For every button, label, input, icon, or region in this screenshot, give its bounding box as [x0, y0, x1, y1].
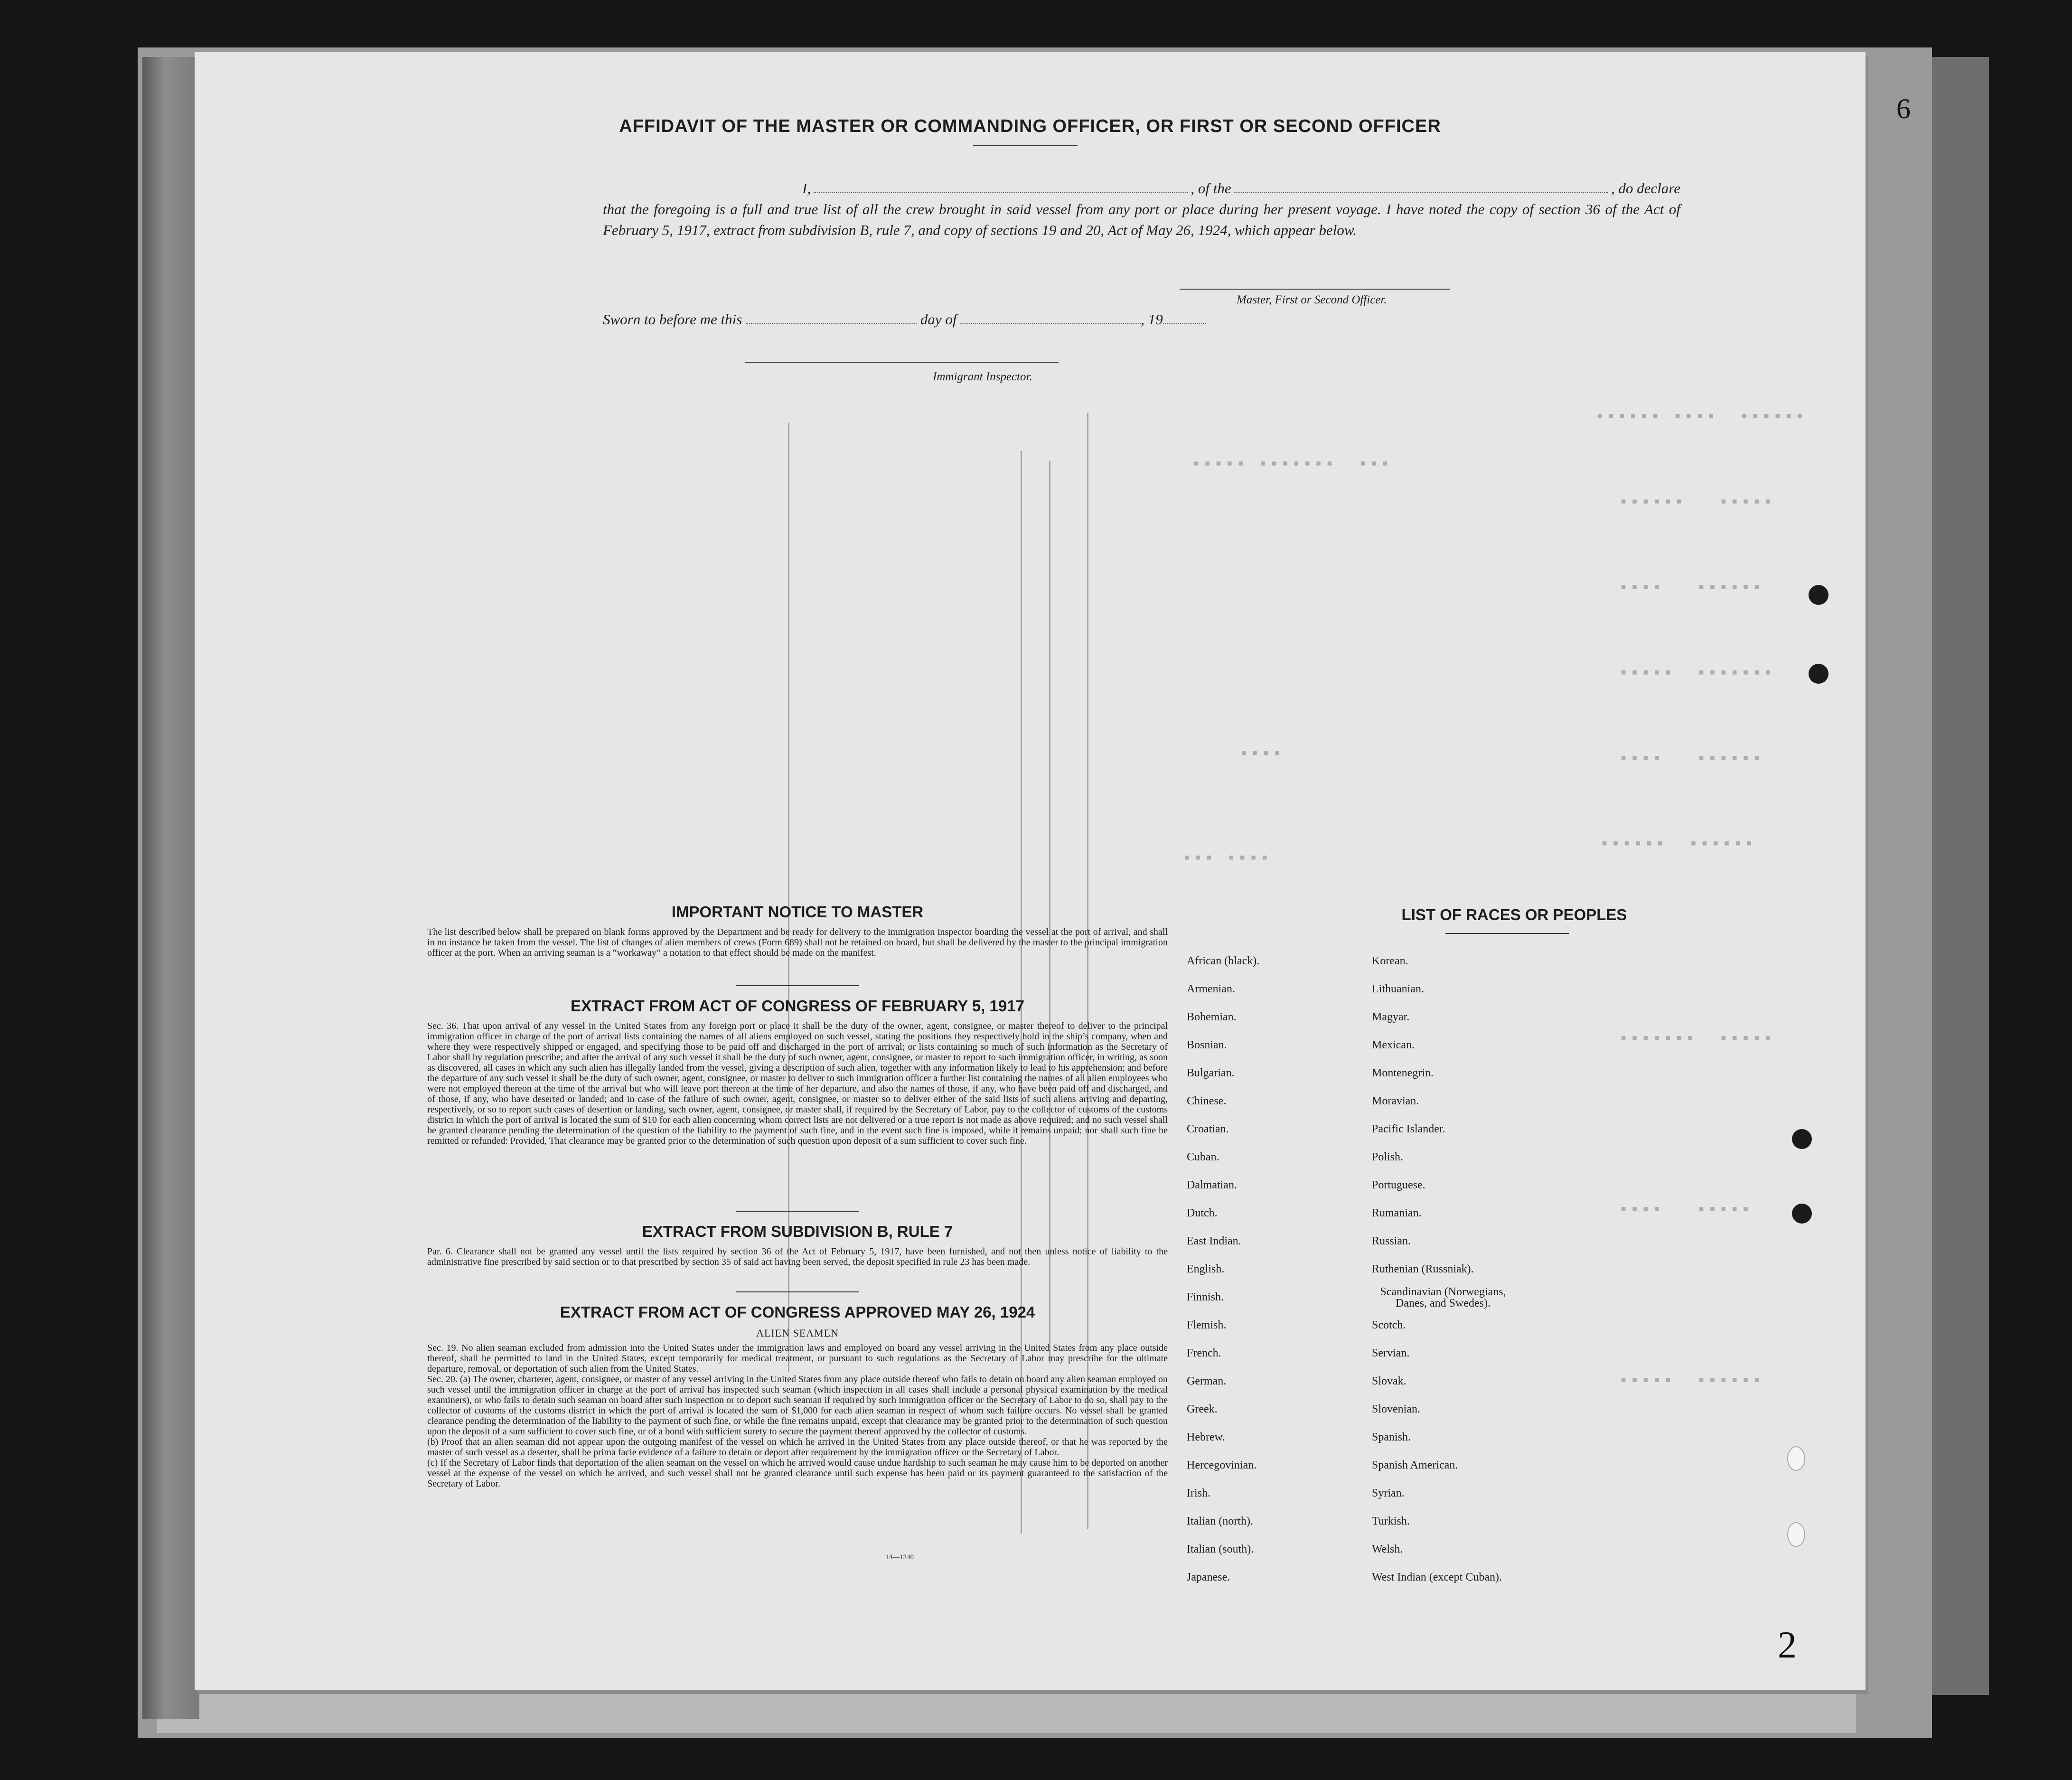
master-signature-line [1180, 289, 1450, 290]
race-item: Mexican. [1372, 1039, 1415, 1051]
race-item: Montenegrin. [1372, 1067, 1434, 1079]
race-item: Russian. [1372, 1235, 1411, 1247]
race-item: French. [1187, 1347, 1221, 1359]
race-item: Greek. [1187, 1403, 1218, 1415]
race-item: Lithuanian. [1372, 983, 1424, 995]
inspector-signature-line [745, 362, 1059, 363]
binder-hole [1809, 585, 1828, 605]
race-item: Cuban. [1187, 1151, 1219, 1163]
race-item: Rumanian. [1372, 1207, 1422, 1219]
declare-label: , do declare [1611, 180, 1681, 197]
race-item: Pacific Islander. [1372, 1123, 1445, 1135]
binding-strip [142, 57, 199, 1719]
race-item: African (black). [1187, 955, 1260, 967]
race-item: Moravian. [1372, 1095, 1419, 1107]
race-item: Scandinavian (Norwegians, Danes, and Swedes). [1380, 1286, 1506, 1309]
extract-1924-body [427, 1343, 1168, 1489]
race-item: German. [1187, 1375, 1227, 1387]
extract-rule7-title: EXTRACT FROM SUBDIVISION B, RULE 7 [642, 1223, 953, 1240]
race-item: Spanish American. [1372, 1459, 1458, 1471]
sec20b-text: (b) Proof that an alien seaman did not appear upon the outgoing manifest of the vessel on which he arrived in the United States from any place outside thereof, or that he was reported by the master of such vessel as a deserter, shall be prima facie evidence of a failure to detain or deport after requirement by the immigration officer or the Secretary of Labor. [427, 1437, 1168, 1458]
notice-title: IMPORTANT NOTICE TO MASTER [671, 903, 924, 921]
race-item: Hebrew. [1187, 1431, 1225, 1443]
sworn-line [603, 311, 1206, 328]
day-of-label: day of [920, 311, 957, 328]
race-item: English. [1187, 1263, 1225, 1275]
races-title: LIST OF RACES OR PEOPLES [1401, 906, 1627, 923]
race-item: Italian (south). [1187, 1543, 1254, 1555]
binder-hole [1809, 664, 1828, 684]
races-left-column [1187, 947, 1259, 1592]
extract-1917-title: EXTRACT FROM ACT OF CONGRESS OF FEBRUARY 5, 1917 [571, 997, 1024, 1015]
race-item: Turkish. [1372, 1515, 1410, 1527]
vessel-label: , of the [1191, 180, 1231, 197]
alien-seamen-subtitle: ALIEN SEAMEN [756, 1327, 839, 1339]
race-item: Hercegovinian. [1187, 1459, 1257, 1471]
race-item: Polish. [1372, 1151, 1404, 1163]
race-item: Finnish. [1187, 1291, 1224, 1303]
affidavit-declaration [603, 178, 1680, 241]
divider [973, 145, 1078, 146]
race-item: Spanish. [1372, 1431, 1411, 1443]
extract-1924-title: EXTRACT FROM ACT OF CONGRESS APPROVED MAY 26, 1924 [560, 1303, 1035, 1321]
master-signature-caption: Master, First or Second Officer. [1237, 293, 1387, 306]
race-item: Magyar. [1372, 1011, 1410, 1023]
race-item: Italian (north). [1187, 1515, 1253, 1527]
binder-hole [1792, 1129, 1812, 1149]
declarant-label: I, [802, 180, 811, 197]
sec20a-text: Sec. 20. (a) The owner, charterer, agent, consignee, or master of any vessel arriving in the United States from any place outside thereof who fails to detain on board any alien seaman employed on such vessel until the immigration officer in charge at the port of arrival has inspected such seaman (which inspection in all cases shall include a personal physical examination by the medical examiners), or who fails to detain such seaman on board after such inspection or to deport such seaman if required by such immigration officer or the Secretary of Labor to do so, shall pay to the collector of customs of the customs district in which the port of arrival is located the sum of $1,000 for each alien seaman in respect of whom such failure occurs. No vessel shall be granted clearance pending the determination of the liability to the payment of such fine, or while the fine remains unpaid, except that clearance may be granted prior to the determination of such question upon the deposit of a sum sufficient to cover such fine, or of a bond with sufficient surety to secure the payment thereof approved by the collector of customs. [427, 1374, 1168, 1437]
extract-rule7-body: Par. 6. Clearance shall not be granted any vessel until the lists required by section 36 of the Act of February 5, 1917, have been furnished, and not then unless notice of liability to the administrative fine prescribed by said section or to that prescribed by section 35 of said act having been served, the deposit specified in rule 23 has been made. [427, 1246, 1168, 1267]
race-item: Flemish. [1187, 1319, 1227, 1331]
races-right-column [1372, 947, 1514, 1592]
race-item: Syrian. [1372, 1487, 1405, 1499]
race-item: Slovak. [1372, 1375, 1406, 1387]
race-item: Bohemian. [1187, 1011, 1237, 1023]
handwritten-page-mark: 6 [1896, 93, 1911, 124]
race-item: Armenian. [1187, 983, 1235, 995]
race-item: Croatian. [1187, 1123, 1229, 1135]
binder-hole [1792, 1204, 1812, 1224]
race-item: West Indian (except Cuban). [1372, 1571, 1502, 1583]
inspector-signature-caption: Immigrant Inspector. [933, 370, 1032, 383]
document-page: ▪▪▪▪▪▪ ▪▪▪▪ ▪▪▪▪▪▪ ▪▪▪▪▪▪ ▪▪▪▪▪ ▪▪▪▪ ▪▪▪▪▪▪ ▪▪▪▪▪ ▪▪▪▪▪▪▪ ▪▪▪▪ ▪▪▪▪▪▪ ▪▪▪▪▪▪ ▪▪▪▪▪▪ ▪▪▪▪▪▪▪ ▪▪▪▪▪ ▪▪▪▪ ▪▪▪▪▪ ▪▪▪▪▪ ▪▪▪▪▪▪ ▪▪▪▪▪ ▪▪▪▪▪▪▪ ▪▪▪ ▪▪▪▪ ▪▪▪ ▪▪▪▪ AFFIDAVIT OF THE MASTER OR COMMANDING OFFICER, OR FIRST OR SECOND OFFICER I, , of the , do declare that the foregoing is a full and true list of all the crew brought in said vessel from any port or place during her present voyage. I have noted the copy of section 36 of the Act of February 5, 1917, extract from subdivision B, rule 7, and copy of sections 19 and 20, Act of May 26, 1924, which appear below. Master, First or Second Officer. Sworn to before me this day of , 19 Immigrant Inspector. IMPORTANT NOTICE TO MASTER The list described below shall be prepared on blank forms approved by the Department and be ready for delivery to the immigration inspector boarding the vessel at the port of arrival, and shall in no instance be taken from the vessel. The list of changes of alien members of crews (Form 689) shall not be retained on board, but shall be delivered by the master to the principal immigration officer at the port. When an arriving seaman is a “workaway” a notation to that effect should be made on the manifest. EXTRACT FROM ACT OF CONGRESS OF FEBRUARY 5, 1917 Sec. 36. That upon arrival of any vessel in the United States from any foreign port or place it shall be the duty of the owner, agent, consignee, or master thereof to deliver to the principal immigration officer in charge of the port of arrival lists containing the names of all aliens employed on such vessel, stating the positions they respectively hold in the ship’s company, when and where they were respectively shipped or engaged, and specifying those to be paid off and discharged in the port of arrival; or lists containing so much of such information as the Secretary of Labor shall by regulation prescribe; and after the arrival of any such vessel it shall be the duty of such owner, agent, consignee, or master to report to such immigration officer, in writing, as soon as discovered, all cases in which any such alien has illegally landed from the vessel, giving a description of such alien, together with any information likely to lead to his apprehension; and before the departure of any such vessel it shall be the duty of such owner, agent, consignee, or master to deliver to such immigration officer a further list containing the names of all alien employees who were not employed thereon at the time of the arrival but who will leave port thereon at the time of her departure, and also the names of those, if any, who have been paid off and discharged, and of those, if any, who have deserted or landed; and in case of the failure of such owner, agent, consignee, or master so to deliver either of the said lists of such aliens arriving and departing, respectively, or so to report such cases of desertion or landing, such owner, agent, consignee, or master shall, if required by the Secretary of Labor, pay to the collector of customs of the customs district in which the port of arrival is located the sum of $10 for each alien concerning whom correct lists are not delivered or a true report is not made as above required; and no such vessel shall be granted clearance pending the determination of the question of the liability to the payment of such fine, and in the event such fine is imposed, while it remains unpaid; nor shall such fine be remitted or refunded: Provided, That clearance may be granted prior to the determination of such question upon deposit of a sum sufficient to cover such fine. EXTRACT FROM SUBDIVISION B, RULE 7 Par. 6. Clearance shall not be granted any vessel until the lists required by section 36 of the Act of February 5, 1917, have been furnished, and not then unless notice of liability to the administrative fine prescribed by said section or to that prescribed by section 35 of said act having been served, the deposit specified in rule 23 has been made. EXTRACT FROM ACT OF CONGRESS APPROVED MAY 26, 1924 ALIEN SEAMEN Sec. 19. No alien seaman excluded from admission into the United States under the immigration laws and employed on board any vessel arriving in the United States from any place outside thereof, shall be permitted to land in the United States, except temporarily for medical treatment, or pursuant to such regulations as the Secretary of Labor may prescribe for the ultimate departure, removal, or deportation of such alien from the United States. Sec. 20. (a) The owner, charterer, agent, consignee, or master of any vessel arriving in the United States from any place outside thereof who fails to detain on board any alien seaman employed on such vessel until the immigration officer in charge at the port of arrival has inspected such seaman (which inspection in all cases shall include a personal physical examination by the medical examiners), or who fails to detain such seaman on board after such inspection or to deport such seaman if required by such immigration officer or the Secretary of Labor to do so, shall pay to the collector of customs of the customs district in which the port of arrival is located the sum of $1,000 for each alien seaman in respect of whom such failure occurs. No vessel shall be granted clearance pending the determination of the liability to the payment of such fine, or while the fine remains unpaid, except that clearance may be granted prior to the determination of such question upon the deposit of a sum sufficient to cover such fine, or of a bond with sufficient surety to secure the payment thereof approved by the collector of customs. (b) Proof that an alien seaman did not appear upon the outgoing manifest of the vessel on which he arrived in the United States from any place outside thereof, or that he was reported by the master of such vessel as a deserter, shall be prima facie evidence of a failure to detain or deport after requirement by the immigration officer or the Secretary of Labor. (c) If the Secretary of Labor finds that deportation of the alien seaman on the vessel on which he arrived would cause undue hardship to such seaman he may cause him to be deported on another vessel at the expense of the vessel on which he arrived, and such vessel shall not be granted clearance until such expense has been paid or its payment guaranteed to the satisfaction of the Secretary of Labor. 14—1240 LIST OF RACES OR PEOPLES African (black). Armenian. Bohemian. Bosnian. Bulgarian. Chinese. Croatian. Cuban. Dalmatian. Dutch. East Indian. English. Finnish. Flemish. French. German. Greek. Hebrew. Hercegovinian. Irish. Italian (north). Italian (south). Japanese. Korean. Lithuanian. Magyar. Mexican. Montenegrin. Moravian. Pacific Islander. Polish. Portuguese. Rumanian. Russian. Ruthenian (Russniak). Scandinavian (Norwegians, Danes, and Swedes). Scotch. Servian. Slovak. Slovenian. Spanish. Spanish American. Syrian. Turkish. Welsh. West Indian (except Cuban). [195, 52, 1866, 1690]
sec20c-text: (c) If the Secretary of Labor finds that deportation of the alien seaman on the vessel on which he arrived would cause undue hardship to such seaman he may cause him to be deported on another vessel at the expense of the vessel on which he arrived, and such vessel shall not be granted clearance until such expense has been paid or its payment guaranteed to the satisfaction of the Secretary of Labor. [427, 1458, 1168, 1489]
race-item: Slovenian. [1372, 1403, 1420, 1415]
notice-body: The list described below shall be prepared on blank forms approved by the Department and be ready for delivery to the immigration inspector boarding the vessel at the port of arrival, and shall in no instance be taken from the vessel. The list of changes of alien members of crews (Form 689) shall not be retained on board, but shall be delivered by the master to the principal immigration officer at the port. When an arriving seaman is a “workaway” a notation to that effect should be made on the manifest. [427, 927, 1168, 958]
race-item: East Indian. [1187, 1235, 1241, 1247]
binder-hole [1787, 1522, 1805, 1547]
race-item: Korean. [1372, 955, 1408, 967]
race-item: Welsh. [1372, 1543, 1403, 1555]
race-item: Bosnian. [1187, 1039, 1227, 1051]
race-item: Dutch. [1187, 1207, 1218, 1219]
divider [736, 1291, 859, 1292]
race-item: Irish. [1187, 1487, 1210, 1499]
handwritten-page-mark: 2 [1778, 1624, 1797, 1666]
year-label: , 19 [1141, 311, 1163, 328]
race-item: Ruthenian (Russniak). [1372, 1263, 1474, 1275]
affidavit-body: that the foregoing is a full and true list of all the crew brought in said vessel from any port or place during her present voyage. I have noted the copy of section 36 of the Act of February 5, 1917, extract from subdivision B, rule 7, and copy of sections 19 and 20, Act of May 26, 1924, which appear below. [603, 201, 1680, 238]
form-number: 14—1240 [885, 1554, 914, 1561]
affidavit-title: AFFIDAVIT OF THE MASTER OR COMMANDING OFFICER, OR FIRST OR SECOND OFFICER [619, 116, 1441, 136]
race-item: Portuguese. [1372, 1179, 1425, 1191]
divider [736, 985, 859, 986]
race-item: Servian. [1372, 1347, 1410, 1359]
race-item: Scotch. [1372, 1319, 1406, 1331]
sec19-text: Sec. 19. No alien seaman excluded from admission into the United States under the immigration laws and employed on board any vessel arriving in the United States from any place outside thereof, shall be permitted to land in the United States, except temporarily for medical treatment, or pursuant to such regulations as the Secretary of Labor may prescribe for the ultimate departure, removal, or deportation of such alien from the United States. [427, 1343, 1168, 1374]
sworn-label: Sworn to before me this [603, 311, 742, 328]
race-item: Dalmatian. [1187, 1179, 1237, 1191]
race-item: Japanese. [1187, 1571, 1230, 1583]
divider [1445, 933, 1569, 934]
race-item: Chinese. [1187, 1095, 1227, 1107]
race-item: Bulgarian. [1187, 1067, 1235, 1079]
extract-1917-body: Sec. 36. That upon arrival of any vessel in the United States from any foreign port or place it shall be the duty of the owner, agent, consignee, or master thereof to deliver to the principal immigration officer in charge of the port of arrival lists containing the names of all aliens employed on such vessel, stating the positions they respectively hold in the ship’s company, when and where they were respectively shipped or engaged, and specifying those to be paid off and discharged in the port of arrival; or lists containing so much of such information as the Secretary of Labor shall by regulation prescribe; and after the arrival of any such vessel it shall be the duty of such owner, agent, consignee, or master to report to such immigration officer, in writing, as soon as discovered, all cases in which any such alien has illegally landed from the vessel, giving a description of such alien, together with any information likely to lead to his apprehension; and before the departure of any such vessel it shall be the duty of such owner, agent, consignee, or master to deliver to such immigration officer a further list containing the names of all alien employees who were not employed thereon at the time of the arrival but who will leave port thereon at the time of her departure, and also the names of those, if any, who have been paid off and discharged, and of those, if any, who have deserted or landed; and in case of the failure of such owner, agent, consignee, or master so to deliver either of the said lists of such aliens arriving and departing, respectively, or so to report such cases of desertion or landing, such owner, agent, consignee, or master shall, if required by the Secretary of Labor, pay to the collector of customs of the customs district in which the port of arrival is located the sum of $10 for each alien concerning whom correct lists are not delivered or a true report is not made as above required; and no such vessel shall be granted clearance pending the determination of the question of the liability to the payment of such fine, and in the event such fine is imposed, while it remains unpaid; nor shall such fine be remitted or refunded: Provided, That clearance may be granted prior to the determination of such question upon deposit of a sum sufficient to cover such fine. [427, 1021, 1168, 1146]
divider [736, 1211, 859, 1212]
binder-hole [1787, 1446, 1805, 1471]
